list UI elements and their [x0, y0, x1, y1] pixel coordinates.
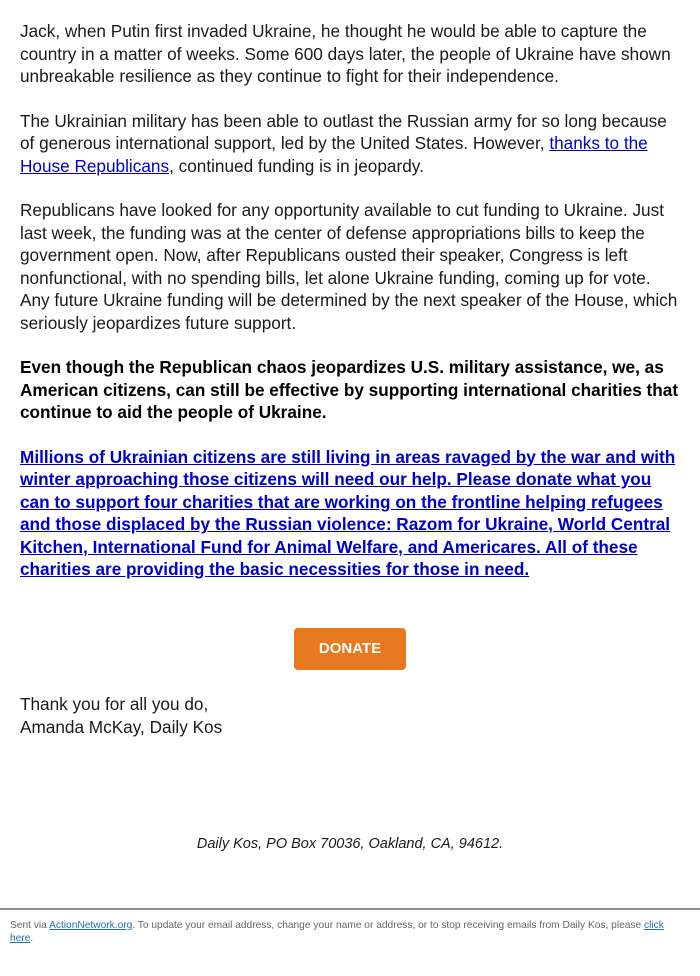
email-footer [10, 919, 680, 945]
funding-paragraph [20, 110, 680, 178]
signoff-thanks: Thank you for all you do, [20, 694, 209, 714]
donate-button[interactable]: DONATE [294, 628, 406, 670]
signoff-signature: Amanda McKay, Daily Kos [20, 716, 223, 737]
mailing-address: Daily Kos, PO Box 70036, Oakland, CA, 94612. [196, 836, 504, 852]
email-body [20, 20, 680, 603]
bold-appeal-paragraph: Even though the Republican chaos jeopardizes U.S. military assistance, we, as American citizens, can still be effective by supporting international charities that continue to aid the people of Ukraine. [20, 357, 679, 422]
donate-button-container [0, 628, 700, 670]
footer-end: . [30, 933, 34, 944]
click-here-link[interactable]: click here [10, 920, 664, 944]
donate-appeal-link[interactable]: Millions of Ukrainian citizens are still living in areas ravaged by the war and with winter approaching those citizens will need our help. Please donate what you can to support four charities that are working on the frontline helping refugees and those displaced by the Russian violence: Razom for Ukraine, World Central Kitchen, International Fund for Animal Welfare, and Americares. All of these charities are providing the basic necessities for those in need. [20, 446, 676, 579]
intro-paragraph: Jack, when Putin first invaded Ukraine, he thought he would be able to capture the country in a matter of weeks. Some 600 days later, the people of Ukraine have shown unbreakable resilience as they continue to fight for their independence. [20, 21, 671, 86]
footer-divider [0, 908, 700, 910]
house-republicans-link[interactable]: thanks to the House Republicans [20, 133, 648, 176]
footer-sent-via: Sent via [10, 920, 50, 931]
footer-update-text: . To update your email address, change your name or address, or to stop receiving emails from Daily Kos, please [132, 920, 645, 931]
funding-paragraph-text-after: , continued funding is in jeopardy. [169, 155, 424, 176]
actionnetwork-link[interactable]: ActionNetwork.org [49, 920, 133, 931]
funding-paragraph-text-before: The Ukrainian military has been able to outlast the Russian army for so long because of generous international support, led by the United States. However, [20, 110, 667, 153]
republicans-paragraph: Republicans have looked for any opportunity available to cut funding to Ukraine. Just last week, the funding was at the center of defense appropriations bills to keep the government open. Now, after Republicans ousted their speaker, Congress is left nonfunctional, with no spending bills, let alone Ukraine funding, coming up for vote. Any future Ukraine funding will be determined by the next speaker of the House, which seriously jeopardizes future support. [20, 200, 678, 333]
signoff [20, 693, 222, 738]
